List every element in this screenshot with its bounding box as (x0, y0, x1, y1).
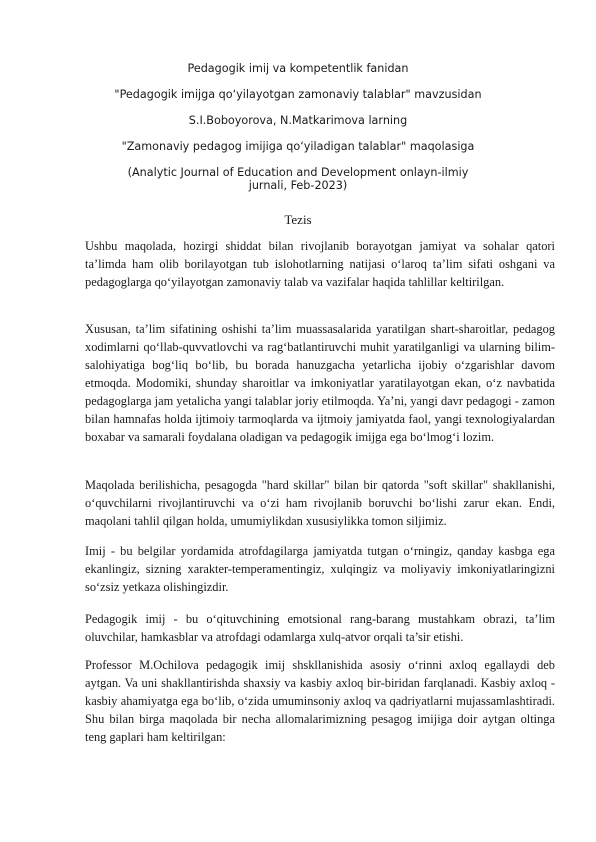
authors-line: S.I.Boboyorova, N.Matkarimova larning (188, 114, 408, 127)
paragraph-4: Imij - bu belgilar yordamida atrofdagilarga jamiyatda tutgan o‘rningiz, qanday kasbga ega ekanlingiz, sizning xarakter-temperamentingiz, xulqingiz va moliyaviy imkoniyatlaringizni so‘zsiz yetkaza olishingizdir. (85, 544, 555, 594)
article-title: "Zamonaviy pedagog imijiga qo‘yiladigan talablar" maqolasiga (121, 140, 475, 153)
course-title: Pedagogik imij va kompetentlik fanidan (187, 62, 409, 75)
paragraph-6: Professor M.Ochilova pedagogik imij shskllanishida asosiy o‘rinni axloq egallaydi deb aytgan. Va uni shakllantirishda shaxsiy va kasbiy axloq bir-biridan farqlanadi. Kasbiy axloq - kasbiy ahamiyatga ega bo‘lib, o‘zida umuminsoniy axloq va qadriyatlarni mujassamlashtiradi. Shu bilan birga maqolada bir necha allomalarimizning pesagog imijiga doir aytgan oltinga teng gaplari ham keltirilgan: (85, 658, 555, 744)
paragraph-3: Maqolada berilishicha, pesagogda "hard skillar" bilan bir qatorda "soft skillar" shakllanishi, o‘quvchilarni rivojlantiruvchi va o‘zi ham rivojlanib boruvchi bo‘lishi zarur ekan. Endi, maqolani tahlil qilgan holda, umumiylikdan xususiylikka tomon siljimiz. (85, 478, 555, 528)
paragraph-2: Xususan, ta’lim sifatining oshishi ta’lim muassasalarida yaratilgan shart-sharoitlar, pedagog xodimlarni qo‘llab-quvvatlovchi va rag‘batlantiruvchi muhit yaratilganligi va ularning bilim-salohiyatiga bog‘liq bo‘lib, bu borada hanuzgacha yetarlicha ijobiy o‘zgarishlar davom etmoqda. Modomiki, shunday sharoitlar va imkoniyatlar yaratilayotgan ekan, o‘z navbatida pedagoglarga jam yetalicha yangi talablar joriy etilmoqda. Ya’ni, yangi davr pedagogi - zamon bilan hamnafas holda ijtimoiy tarmoqlarda va ijtmoiy jamiyatda faol, yangi texnologiyalardan boxabar va samarali foydalana oladigan va pedagogik imijga ega bo‘lmog‘i lozim. (85, 322, 555, 444)
paragraph-5: Pedagogik imij - bu o‘qituvchining emotsional rang-barang mustahkam obrazi, ta’lim oluvchilar, hamkasblar va atrofdagi odamlarga xulq-atvor orqali ta’sir etishi. (85, 612, 555, 644)
section-title: Tezis (284, 212, 312, 227)
topic-title: "Pedagogik imijga qo‘yilayotgan zamonaviy talablar" mavzusidan (114, 88, 482, 101)
paragraph-1: Ushbu maqolada, hozirgi shiddat bilan rivojlanib borayotgan jamiyat va sohalar qatori ta’limda ham olib borilayotgan tub islohotlarning natijasi o‘laroq ta’lim sifati oshgani va pedagoglarga qo‘yilayotgan zamonaviy talab va vazifalar haqida tahlillar keltirilgan. (85, 239, 555, 289)
journal-citation: (Analytic Journal of Education and Development onlayn-ilmiy jurnali, Feb-2023) (127, 166, 469, 192)
